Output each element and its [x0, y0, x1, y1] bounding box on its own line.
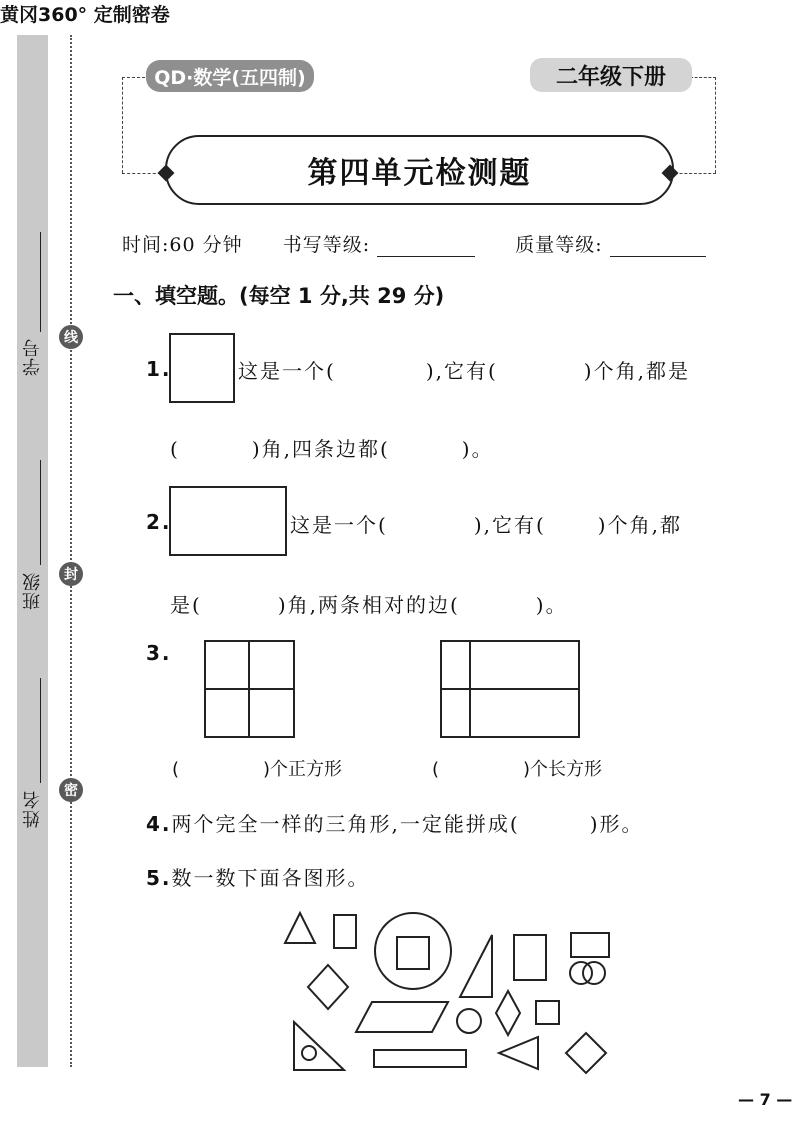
q1-square [169, 333, 235, 403]
diamond-left [308, 965, 348, 1009]
q5-shapes-figure [280, 905, 620, 1075]
q3-left-answer [172, 755, 342, 781]
rectangle-upright [514, 935, 546, 980]
q3-left-text: )个正方形 [263, 759, 343, 780]
time-label: 时间:60 分钟 [122, 234, 243, 256]
circle-in-triangle [302, 1046, 316, 1060]
title-banner [165, 135, 674, 205]
q4-line [146, 808, 644, 837]
q3-square-grid-hline [204, 688, 295, 690]
q3-rect-grid-hline [440, 688, 580, 690]
q2-rectangle [169, 486, 287, 556]
q2-text-c: )个角,都 [597, 513, 682, 537]
name-blank [40, 678, 41, 783]
q2-line2 [170, 589, 568, 618]
binding-strip [17, 35, 48, 1067]
triangle-pointing-left [499, 1037, 538, 1069]
q4-text-a: 两个完全一样的三角形,一定能拼成( [171, 812, 520, 836]
q1-text-a: 这是一个( [238, 359, 336, 383]
triangle-right-tall [460, 935, 492, 997]
circle-small [457, 1009, 481, 1033]
q2-number: 2. [146, 510, 172, 534]
ring-right [583, 962, 605, 984]
q2-text-e: )角,两条相对的边( [277, 593, 460, 617]
quality-grade-blank[interactable] [610, 236, 706, 257]
q2-line1 [290, 509, 682, 538]
brand-label: 黄冈360° 定制密卷 [0, 4, 170, 26]
series-label: QD·数学(五四制) [146, 60, 314, 92]
q1-line1 [238, 355, 690, 384]
q2-text-b: ),它有( [473, 513, 546, 537]
q1-text-b: ),它有( [425, 359, 498, 383]
class-blank [40, 460, 41, 565]
q1-text-f: )。 [461, 437, 494, 461]
q3-number: 3. [146, 641, 172, 665]
triangle-right-bottom-left [294, 1022, 344, 1070]
seal-line: 线 [59, 325, 83, 349]
page-number: — 7 — [738, 1090, 793, 1109]
q5-number: 5. [146, 866, 172, 890]
q5-line [146, 862, 370, 891]
q3-right-paren: ( [432, 759, 440, 780]
q2-text-f: )。 [535, 593, 568, 617]
student-id-label: 学号 [22, 338, 43, 376]
q1-text-e: )角,四条边都( [251, 437, 390, 461]
page-title: 第四单元检测题 [307, 156, 532, 191]
student-id-blank [40, 232, 41, 332]
writing-grade-blank[interactable] [377, 236, 475, 257]
header-dash-right-v [715, 77, 716, 173]
square-small [536, 1001, 559, 1024]
circle-large [375, 913, 451, 989]
class-label: 班级 [22, 572, 43, 610]
parallelogram [356, 1002, 448, 1032]
quality-grade-label: 质量等级: [515, 234, 603, 256]
q3-left-paren: ( [172, 759, 180, 780]
diamond-narrow [496, 991, 520, 1035]
q4-number: 4. [146, 812, 172, 836]
triangle-small [285, 913, 315, 943]
q2-text-a: 这是一个( [290, 513, 388, 537]
q1-text-d: ( [170, 437, 180, 461]
seal-secret: 密 [59, 778, 83, 802]
q4-text-b: )形。 [589, 812, 644, 836]
q1-text-c: )个角,都是 [583, 359, 690, 383]
grade-label: 二年级下册 [530, 58, 692, 92]
q3-right-answer [432, 755, 602, 781]
q3-right-text: )个长方形 [523, 759, 603, 780]
q1-line2 [170, 433, 494, 462]
section-title: 一、填空题。(每空 1 分,共 29 分) [113, 284, 445, 308]
name-label: 姓名 [22, 790, 43, 828]
rectangle-long-flat [374, 1050, 466, 1067]
header-dash-right [690, 77, 716, 78]
meta-row [122, 230, 706, 257]
cut-line [70, 35, 72, 1067]
ring-left [570, 962, 592, 984]
square-inside-circle [397, 937, 429, 969]
q5-text: 数一数下面各图形。 [171, 866, 370, 890]
header-dash-left-v [122, 77, 123, 173]
q1-number: 1. [146, 357, 172, 381]
diamond-right [566, 1033, 606, 1073]
rectangle-tall-small [334, 915, 356, 948]
seal-seal: 封 [59, 562, 83, 586]
writing-grade-label: 书写等级: [282, 234, 371, 256]
q2-text-d: 是( [170, 593, 202, 617]
rectangle-wide-small [571, 933, 609, 957]
